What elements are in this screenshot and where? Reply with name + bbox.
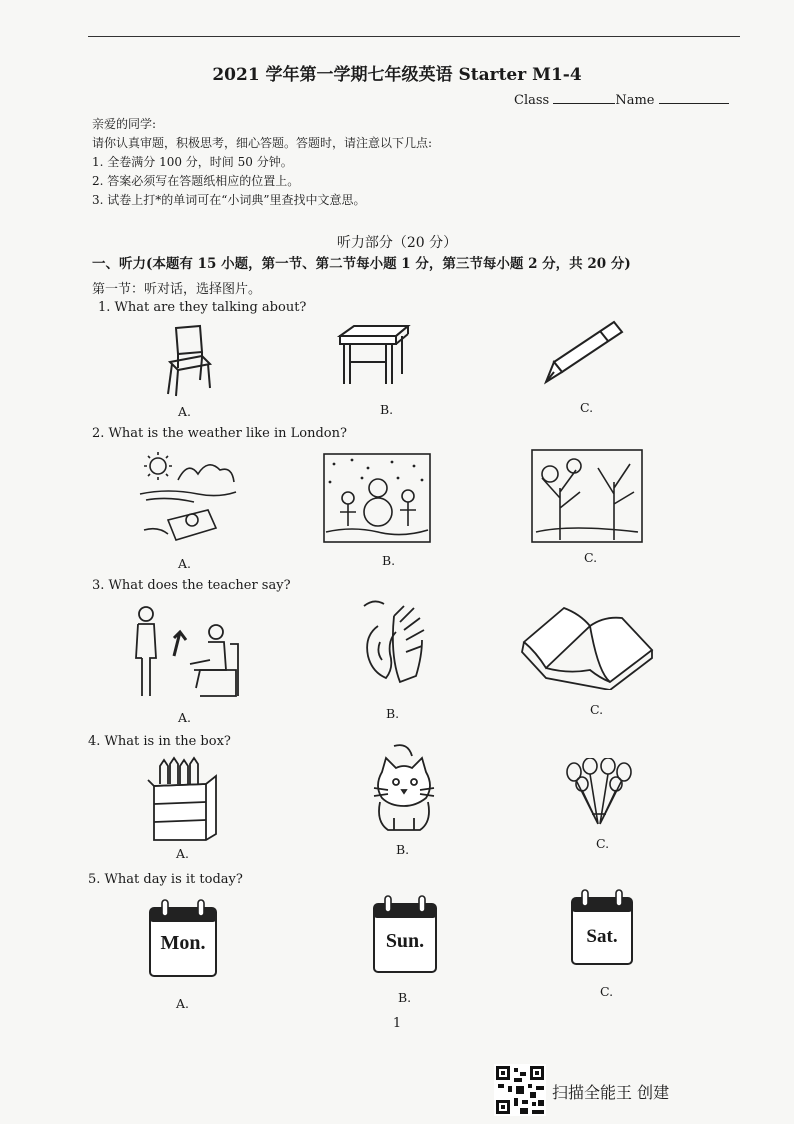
autumn-trees-image <box>530 448 644 544</box>
page-number: 1 <box>392 1016 402 1031</box>
qr-code-icon <box>494 1064 546 1116</box>
snowy-image <box>322 452 432 544</box>
sub-title: 第一节：听对话，选择图片。 <box>92 282 262 297</box>
option-label: C. <box>590 702 604 717</box>
name-label: Name <box>615 93 655 108</box>
option-label: A. <box>176 996 190 1011</box>
calendar-label-mon: Mon. <box>160 932 206 954</box>
option-label: B. <box>386 706 400 721</box>
calendar-label-sun: Sun. <box>385 930 425 952</box>
listen-ear-image <box>360 596 430 692</box>
intro-greeting: 亲爱的同学: <box>92 117 157 131</box>
section-title: 听力部分（20 分） <box>336 235 458 251</box>
option-label: A. <box>178 710 192 725</box>
option-label: C. <box>584 550 598 565</box>
option-label: B. <box>382 553 396 568</box>
flowers-image <box>562 758 636 832</box>
option-label: A. <box>178 556 192 571</box>
class-label: Class <box>514 93 550 108</box>
stand-up-image <box>130 604 242 700</box>
crayon-box-image <box>146 754 222 842</box>
calendar-label-sat: Sat. <box>586 926 618 947</box>
open-book-image <box>520 600 656 690</box>
option-label: C. <box>580 400 594 415</box>
option-label: B. <box>380 402 394 417</box>
option-label: A. <box>178 404 192 419</box>
intro-line: 2. 答案必须写在答题纸相应的位置上。 <box>92 174 300 188</box>
option-label: B. <box>398 990 412 1005</box>
question-1: 1. What are they talking about? <box>98 300 307 315</box>
intro-line: 1. 全卷满分 100 分，时间 50 分钟。 <box>92 155 293 169</box>
exam-title: 2021 学年第一学期七年级英语 Starter M1-4 <box>212 65 582 85</box>
class-blank <box>553 93 615 104</box>
option-label: B. <box>396 842 410 857</box>
option-label: A. <box>176 846 190 861</box>
intro-line: 请你认真审题，积极思考，细心答题。答题时，请注意以下几点: <box>92 136 433 150</box>
cat-image <box>368 742 440 834</box>
question-2: 2. What is the weather like in London? <box>92 426 347 441</box>
intro-notes <box>92 115 432 210</box>
top-rule <box>88 36 740 37</box>
sunny-beach-image <box>138 450 238 546</box>
question-3: 3. What does the teacher say? <box>92 578 291 593</box>
pen-image <box>536 314 628 386</box>
option-label: C. <box>600 984 614 999</box>
option-label: C. <box>596 836 610 851</box>
name-blank <box>659 93 729 104</box>
desk-image <box>336 322 412 388</box>
intro-line: 3. 试卷上打*的单词可在“小词典”里查找中文意思。 <box>92 193 366 207</box>
question-5: 5. What day is it today? <box>88 872 243 887</box>
chair-image <box>156 322 216 398</box>
part-title: 一、听力(本题有 15 小题，第一节、第二节每小题 1 分，第三节每小题 2 分，共 20 分) <box>92 256 631 272</box>
question-4: 4. What is in the box? <box>88 734 231 749</box>
watermark-text: 扫描全能王 创建 <box>552 1083 670 1102</box>
scanner-watermark <box>494 1064 734 1116</box>
class-name-line <box>514 93 729 108</box>
